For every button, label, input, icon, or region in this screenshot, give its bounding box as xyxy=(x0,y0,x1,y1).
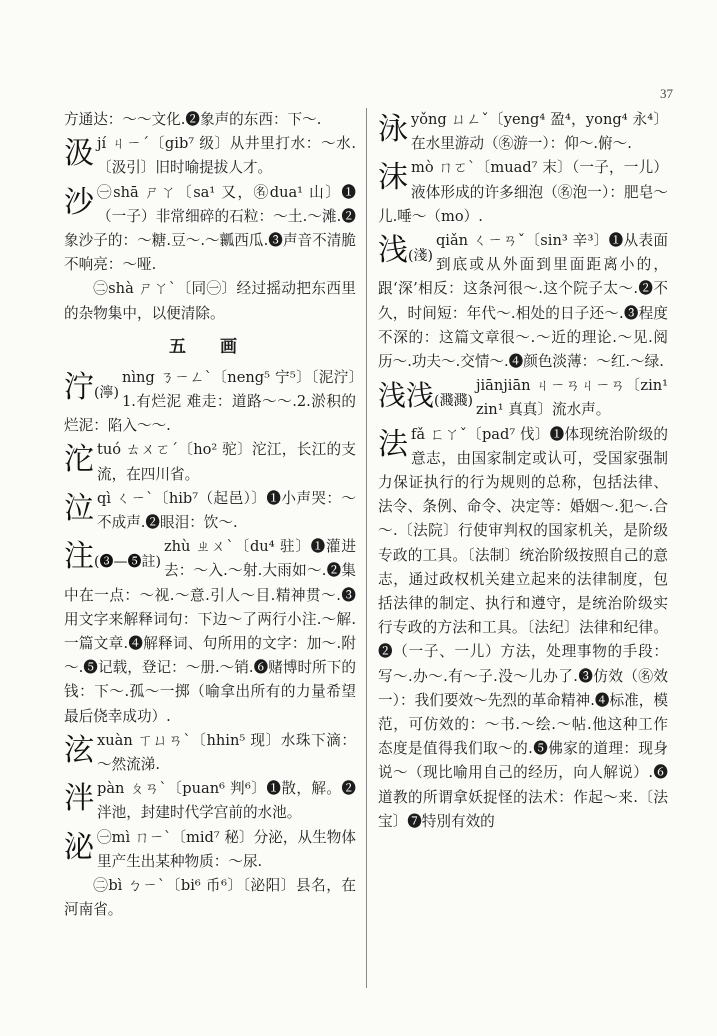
headword: 泮 xyxy=(64,781,94,817)
headword: 泞(濘) xyxy=(64,369,119,405)
entry-text: pàn ㄆㄢˋ〔puan⁶ 判⁶〕❶散，解。❷泮池，封建时代学宫前的水池。 xyxy=(97,780,356,822)
left-column xyxy=(64,108,356,988)
headword: 汲 xyxy=(64,136,94,172)
entry-text: fǎ ㄈㄚˇ〔pad⁷ 伐〕❶体现统治阶级的意志，由国家制定或认可，受国家强制力保证执行的行为规则的总称，包括法律、法令、条例、命令、决定等：婚姻～.犯～.合～.〔法院〕行使审判权的国家机关，是阶级专政的工具。〔法制〕统治阶级按照自己的意志，通过政权机关建立起来的法律制度，包括法律的制定、执行和遵守，是统治阶级实行专政的方法和工具。〔法纪〕法律和纪律。❷（一子、一儿）方法，处理事物的手段：写～.办～.有～子.没～儿办了.❸仿效（㊔效一）：我们要效～先烈的革命精神.❹标准，模范，可仿效的：～书.～绘.～帖.他这种工作态度是值得我们取～的.❺佛家的道理：现身说～（现比喻用自己的经历，向人解说）.❻道教的所谓拿妖捉怪的法术：作起～来.〔法宝〕❼特別有效的 xyxy=(378,425,668,830)
entry-text: ㊀mì ㄇㄧˋ〔mid⁷ 秘〕分泌，从生物体里产生出某种物质：～尿. xyxy=(97,828,356,870)
headword: 浅(淺) xyxy=(378,233,433,269)
entry-text: jí ㄐㄧˊ〔gib⁷ 级〕从井里打水：～水.〔汲引〕旧时喻提拔人才。 xyxy=(97,135,356,177)
entry-qi xyxy=(64,487,356,535)
entry-text: ㊀shā ㄕㄚ〔sa¹ 又，㊔dua¹ 山〕❶（一子）非常细碎的石粒：～土.～滩.❷象沙子的：～糖.豆～.～瓤西瓜.❸声音不清脆不响亮：～哑. xyxy=(64,183,356,274)
headword: 注(❸—❺註) xyxy=(64,539,161,575)
headword: 泌 xyxy=(64,829,94,865)
entry-tuo xyxy=(64,438,356,486)
entry-ji xyxy=(64,132,356,180)
entry-text: yǒng ㄩㄥˇ〔yeng⁴ 盈⁴，yong⁴ 永⁴〕在水里游动（㊔游一）：仰～.俯～. xyxy=(411,111,668,153)
entry-text: mò ㄇㄛˋ〔muad⁷ 末〕（一子，一儿）液体形成的许多细泡（㊔泡一）：肥皂～儿.唾～（mo）. xyxy=(378,159,668,225)
entry-mo xyxy=(378,156,668,229)
entry-fa xyxy=(378,423,668,834)
entry-text: nìng ㄋㄧㄥˋ〔neng⁵ 宁⁵〕〔泥泞〕1.有烂泥 难走：道路～～.2.淤积的烂泥：陷入～～. xyxy=(64,368,356,435)
right-column xyxy=(378,108,668,988)
column-divider xyxy=(366,108,367,988)
entry-zhu xyxy=(64,535,356,729)
entry-text: tuó ㄊㄨㄛˊ〔ho² 驼〕沱江，长江的支流，在四川省。 xyxy=(97,441,356,483)
entry-text: zhù ㄓㄨˋ〔du⁴ 驻〕❶灌进去：～入.～射.大雨如～.❷集中在一点：～视.～意.引人～目.精神贯～.❸用文字来解释词句：下边～了两行小注.～解.一篇文章.❹解释词、句所用的文字：加～.附～.❺记载，登记：～册.～销.❻赌博时所下的钱：下～.孤～一掷（喻拿出所有的力量希望最后侥幸成功）. xyxy=(64,538,356,725)
entry-text: qiǎn ㄑㄧㄢˇ〔sin³ 辛³〕❶从表面到底或从外面到里面距离小的，跟‘深’相反：这条河很～.这个院子太～.❷不久，时间短：年代～.相处的日子还～.❸程度不深的：这篇文章很～.～近的理论.～见.阅历～.功夫～.交情～.❹颜色淡薄：～红.～绿. xyxy=(378,232,668,371)
entry-sha xyxy=(64,181,356,278)
headword: 沱 xyxy=(64,442,94,478)
headword: 浅浅(濺濺) xyxy=(378,379,473,413)
variant-form: (濘) xyxy=(94,384,119,401)
headword: 泳 xyxy=(378,112,408,147)
entry-sub-reading: ㊁shà ㄕㄚˋ〔同㊀〕经过摇动把东西里的杂物集中，以便清除。 xyxy=(64,280,356,322)
variant-form: (❸—❺註) xyxy=(94,554,161,571)
entry-xuan xyxy=(64,729,356,777)
continued-text: 方通达：～～文化.❷象声的东西：下～. xyxy=(64,111,322,128)
entry-pan xyxy=(64,777,356,825)
entry-qian xyxy=(378,229,668,374)
entry-jianjian xyxy=(378,374,668,422)
entry-yong xyxy=(378,108,668,156)
entry-text: xuàn ㄒㄩㄢˋ〔hhin⁵ 现〕水珠下滴：～然流涕. xyxy=(97,731,356,774)
headword: 沫 xyxy=(378,160,408,196)
entry-text: qì ㄑㄧˋ〔hib⁷（起邑）〕❶小声哭：～不成声.❷眼泪：饮～. xyxy=(97,489,356,532)
variant-form: (淺) xyxy=(408,248,433,265)
headword: 法 xyxy=(378,426,408,462)
headword: 沙 xyxy=(64,184,94,220)
variant-form: (濺濺) xyxy=(434,393,473,410)
entry-sub-reading: ㊁bì ㄅㄧˋ〔bi⁶ 币⁶〕〔泌阳〕县名，在河南省。 xyxy=(64,877,356,919)
entry-ning xyxy=(64,366,356,439)
entry-mi xyxy=(64,826,356,874)
section-title: 五 画 xyxy=(169,336,251,357)
entry-text: jiānjiān ㄐㄧㄢㄐㄧㄢ〔zin¹ zin¹ 真真〕流水声。 xyxy=(475,377,668,419)
headword: 泣 xyxy=(64,490,94,526)
headword: 泫 xyxy=(64,732,94,768)
page-number: 37 xyxy=(660,86,673,101)
